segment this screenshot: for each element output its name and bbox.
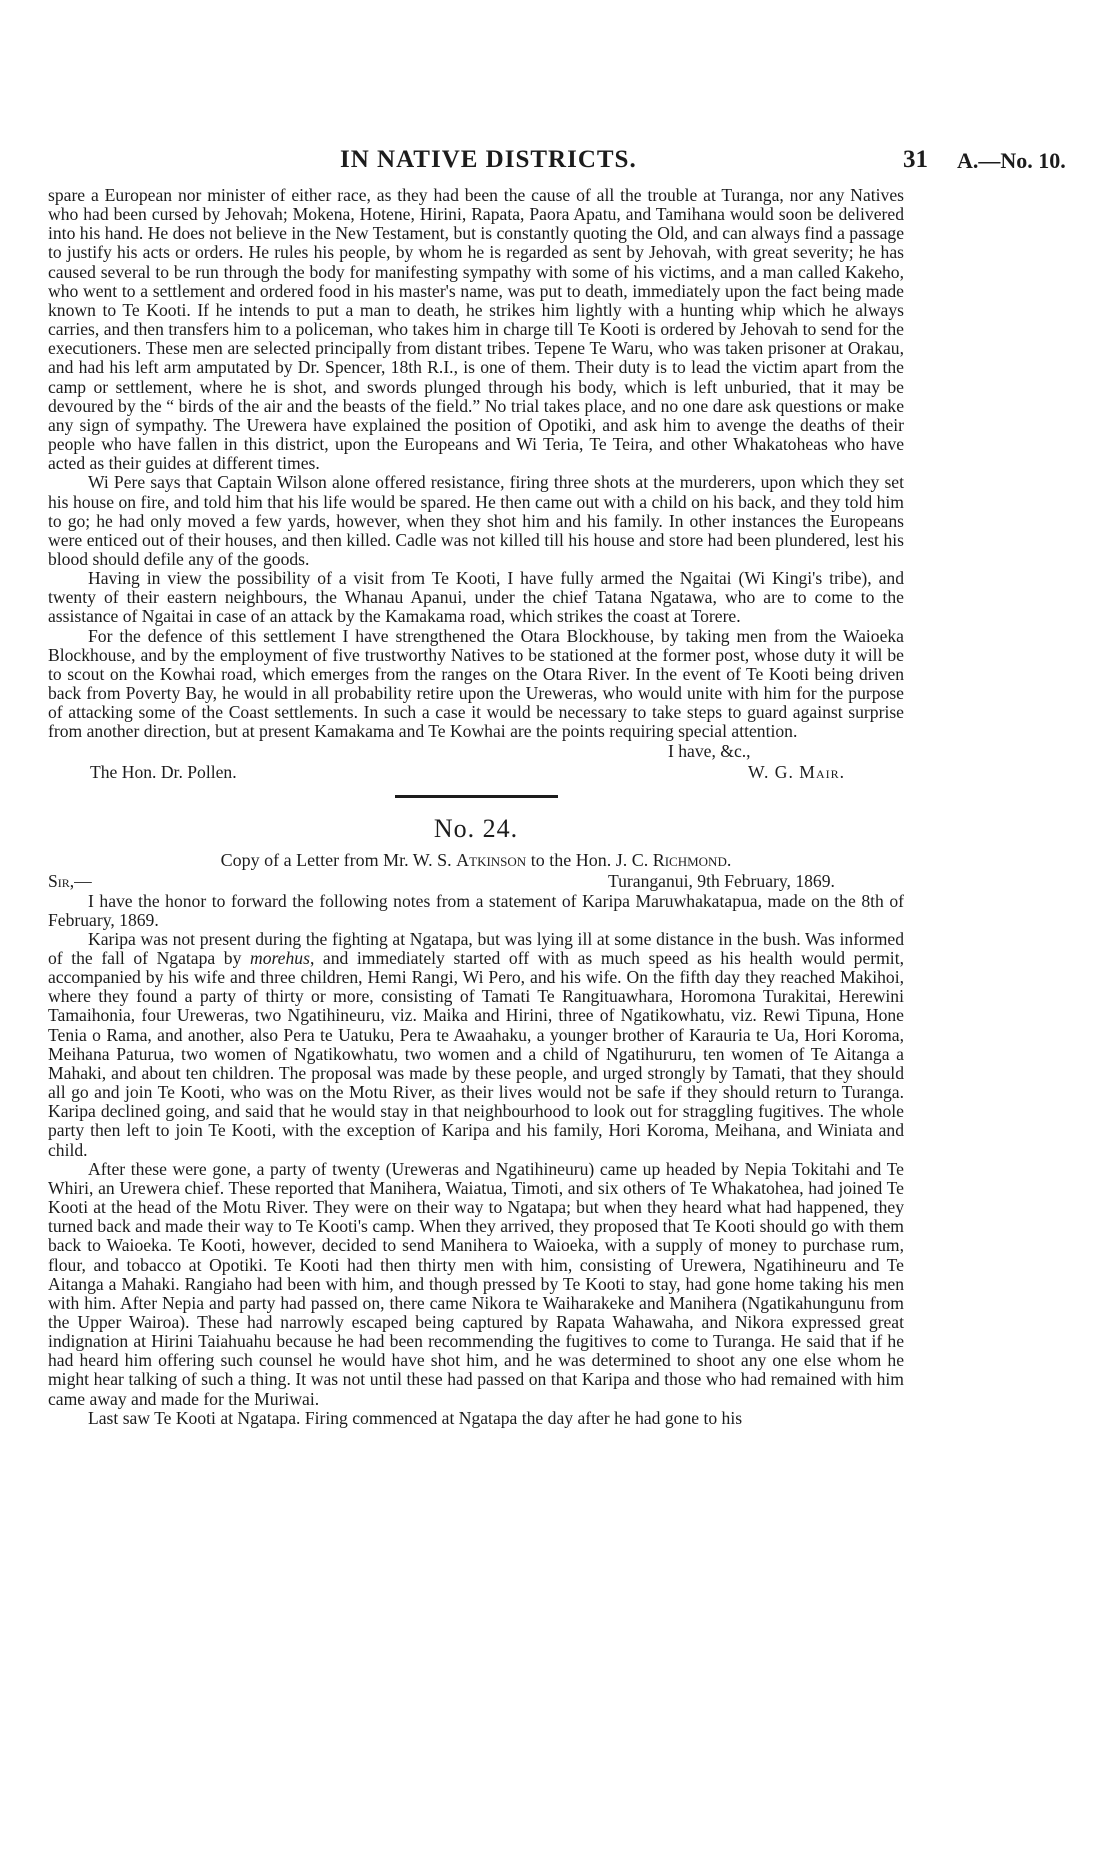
caption-sender: Atkinson <box>456 849 527 870</box>
salutation: Sir,— <box>48 870 92 891</box>
addressee: The Hon. Dr. Pollen. <box>90 761 237 782</box>
paragraph-wi-pere: Wi Pere says that Captain Wilson alone offered resistance, firing three shots at the murderers, upon which they set his house on fire, and told him that his life would be spared. He then came out with a child on his back, and they told him to go; he had only moved a few yards, however, when they shot him and his family. In other instances the Europeans were enticed out of their houses, and then killed. Cadle was not killed till his house and store had been plundered, lest his blood should defile any of the goods. <box>48 472 904 569</box>
caption-prefix: Copy of a Letter from Mr. W. S. <box>220 849 457 870</box>
document-reference: A.—No. 10. <box>957 148 1066 173</box>
paragraph-defence: For the defence of this settlement I have strengthened the Otara Blockhouse, by taking men from the Waioeka Blockhouse, and by the employment of five trustworthy Natives to be stationed at the former post, whose duty it will be to scout on the Kowhai road, which emerges from the ranges on the Otara River. In the event of Te Kooti being driven back from Poverty Bay, he would in all probability retire upon the Ureweras, who would unite with him for the purpose of attacking some of the Coast settlements. In such a case it would be necessary to take steps to guard against surprise from another direction, but at present Kamakama and Te Kowhai are the points requiring special attention. <box>48 625 904 742</box>
paragraph-ngaitai: Having in view the possibility of a visit from Te Kooti, I have fully armed the Ngaitai (Wi Kingi's tribe), and twenty of their eastern neighbours, the Whanau Apanui, under the chief Tatana Ngatawa, who are to come to the assistance of Ngaitai in case of an attack by the Kamakama road, which strikes the coast at Torere. <box>48 568 904 627</box>
signer-initials: W. G. M <box>748 761 816 782</box>
running-header <box>0 146 1114 176</box>
caption-end: . <box>726 849 732 870</box>
page-number: 31 <box>903 146 928 173</box>
text-column <box>48 186 904 1428</box>
caption-recipient: Richmond <box>652 849 727 870</box>
paragraph-continued: spare a European nor minister of either race, as they had been the cause of all the trouble at Turanga, nor any Natives who had been cursed by Jehovah; Mokena, Hotene, Hirini, Rapata, Paora Apatu, and Tamihana would soon be delivered into his hand. He does not believe in the New Testament, but is constantly quoting the Old, and can always find a passage to justify his acts or orders. He rules his people, by whom he is regarded as sent by Jehovah, with great severity; he has caused several to be run through the body for manifesting sympathy with some of his victims, and a man called Kakeho, who went to a settlement and ordered food in his master's name, was put to death, immediately upon the fact being made known to Te Kooti. If he intends to put a man to death, he strikes him lightly with a hunting whip which he always carries, and then transfers him to a policeman, who takes him in charge till Te Kooti is ordered by Jehovah to send for the executioners. These men are selected principally from distant tribes. Tepene Te Waru, who was taken prisoner at Orakau, and had his left arm amputated by Dr. Spencer, 18th R.I., is one of them. Their duty is to lead the victim apart from the camp or settlement, where he is shot, and swords plunged through his body, which is left unburied, that it may be devoured by the “ birds of the air and the beasts of the field.” No trial takes place, and no one dare ask questions or make any sign of sympathy. The Urewera have explained the position of Opotiki, and ask him to avenge the deaths of their people who have fallen in this district, upon the Europeans and Wi Teria, Te Teira, and other Whakatoheas who have acted as their guides at different times. <box>48 185 904 474</box>
section-divider <box>395 795 558 798</box>
header-title: IN NATIVE DISTRICTS. <box>340 146 637 173</box>
letter-paragraph-3: After these were gone, a party of twenty (Ureweras and Ngatihineuru) came up headed by Nepia Tokitahi and Te Whiri, an Urewera chief. These reported that Manihera, Waiatua, Timoti, and six others of Te Whakatohea, had joined Te Kooti at the head of the Motu River. They were on their way to Ngatapa; but when they heard what had happened, they turned back and made their way to Te Kooti's camp. When they arrived, they proposed that Te Kooti should go with them back to Waioeka. Te Kooti, however, decided to send Manihera to Waioeka, with a supply of money to purchase rum, flour, and tobacco at Opotiki. Te Kooti had then thirty men with him, consisting of Urewera, Ngatihineuru and Te Aitanga a Mahaki. Rangiaho had been with him, and though pressed by Te Kooti to stay, had gone home taking his men with him. After Nepia and party had passed on, there came Nikora te Waiharakeke and Manihera (Ngatikahungunu from the Upper Wairoa). These had narrowly escaped being captured by Rapata Wahawaha, and Nikora expressed great indignation at Hirini Taiahuahu because he had been recommending the fugitives to come to Turanga. He said that if he had heard him offering such counsel he would have shot him, and he was determined to shoot any one else whom he might hear talking of such a thing. It was not until these had passed on that Karipa and those who had remained with him came away and made for the Muriwai. <box>48 1158 904 1409</box>
letter-paragraph-2 <box>48 930 904 1160</box>
caption-middle: to the Hon. J. C. <box>526 849 653 870</box>
letter-paragraph-2-start: Karipa was not present during the fighting at Ngatapa, but was lying ill at some distance in the bush. Was informed of the fall of Ngatapa by <box>48 928 904 968</box>
letter-paragraph-2-italic: morehus <box>249 948 310 968</box>
letter-number: No. 24. <box>433 813 519 843</box>
letter-paragraph-1: I have the honor to forward the following notes from a statement of Karipa Maruwhakatapua, made on the 8th of February, 1869. <box>48 890 904 930</box>
letter-caption <box>48 850 904 870</box>
salutation-row <box>48 872 904 892</box>
signer <box>748 763 845 782</box>
dateline: Turanganui, 9th February, 1869. <box>608 870 835 891</box>
signer-surname: air. <box>815 761 846 782</box>
closing-line: I have, &c., <box>668 740 751 761</box>
letter-paragraph-2-rest: , and immediately started off with as much speed as his health would permit, accompanied by his wife and three children, Hemi Rangi, Wi Pero, and his wife. On the fifth day they reached Makihoi, where they found a party of thirty or more, consisting of Tamati Te Rangituawhara, Horomona Turakitai, Herewini Tamaihonia, four Ureweras, two Ngatihineuru, viz. Maika and Hirini, three of Ngatikowhatu, viz. Rewi Tipuna, Hone Tenia o Rama, and another, also Pera te Uatuku, Pera te Awaahaku, a younger brother of Karauria te Ua, Hori Koroma, Meihana Paturua, two women of Ngatikowhatu, two women and a child of Ngatihururu, ten women of Te Aitanga a Mahaki, and about ten children. The proposal was made by these people, and urged strongly by Tamati, that they should all go and join Te Kooti, who was on the Motu River, as their lives would not be safe if they should return to Turanga. Karipa declined going, and said that he would stay in that neighbourhood to look out for straggling fugitives. The whole party then left to join Te Kooti, with the exception of Karipa and his family, Hori Koroma, Meihana, and Winiata and child. <box>48 948 904 1160</box>
letter-paragraph-4: Last saw Te Kooti at Ngatapa. Firing commenced at Ngatapa the day after he had gone to his <box>88 1407 743 1428</box>
signature-block <box>48 742 904 784</box>
